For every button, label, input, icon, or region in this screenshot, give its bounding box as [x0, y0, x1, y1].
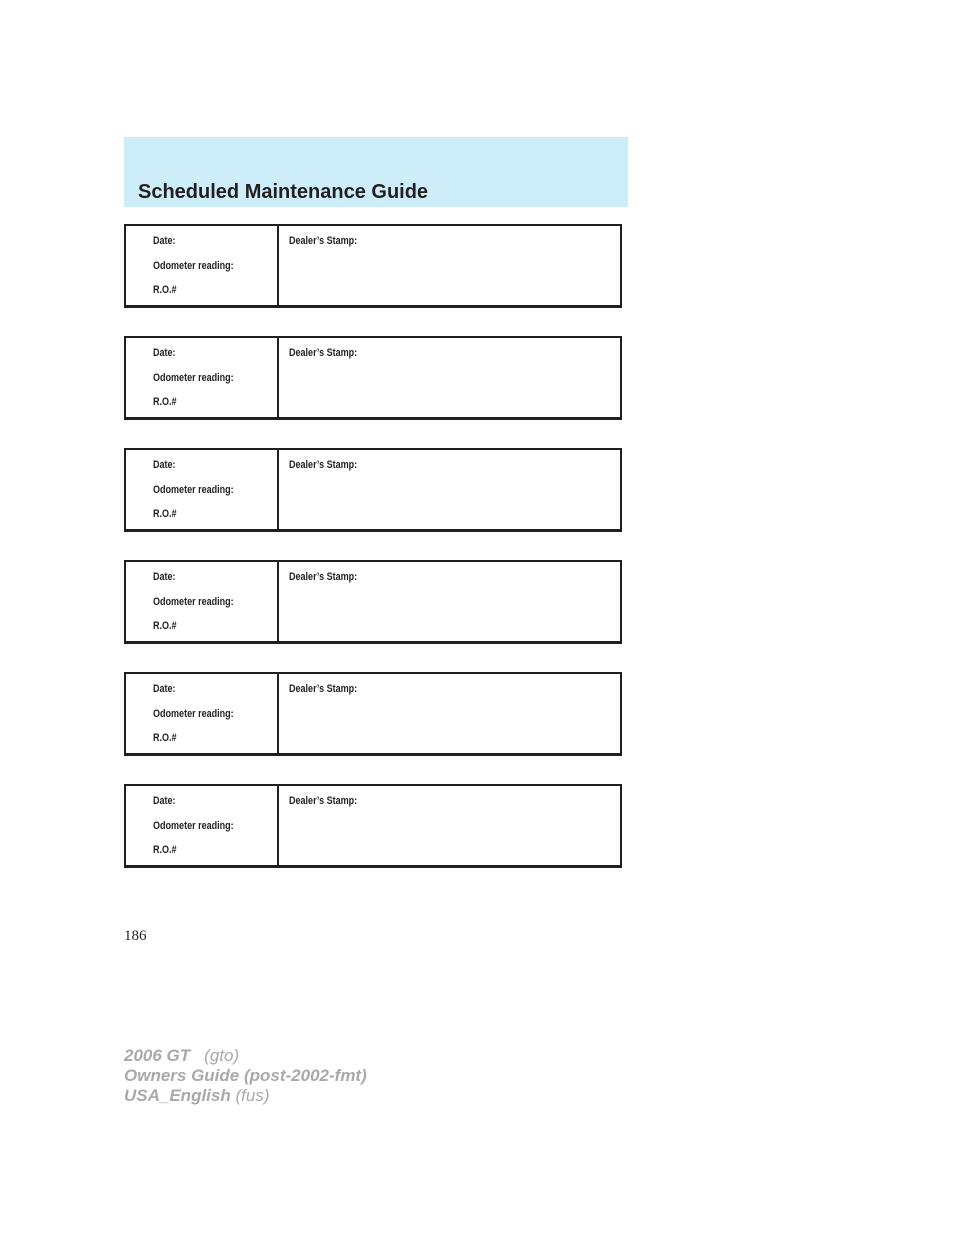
footer-market-line [124, 1086, 367, 1106]
record-info-column [126, 674, 279, 753]
odometer-label: Odometer reading: [153, 708, 234, 720]
record-info-column [126, 562, 279, 641]
footer-market: USA_English [124, 1086, 231, 1105]
record-info-column [126, 338, 279, 417]
footer-model: 2006 GT [124, 1046, 191, 1065]
maintenance-record [124, 672, 622, 756]
document-footer [124, 1046, 367, 1106]
footer-market-code: (fus) [235, 1086, 270, 1105]
record-info-column [126, 786, 279, 865]
ro-number-label: R.O.# [153, 284, 177, 296]
date-label: Date: [153, 683, 176, 695]
maintenance-record [124, 336, 622, 420]
date-label: Date: [153, 459, 176, 471]
dealer-stamp-label: Dealer’s Stamp: [289, 571, 358, 583]
odometer-label: Odometer reading: [153, 260, 234, 272]
ro-number-label: R.O.# [153, 508, 177, 520]
dealer-stamp-label: Dealer’s Stamp: [289, 347, 358, 359]
footer-model-line [124, 1046, 367, 1066]
header-band [124, 137, 628, 207]
ro-number-label: R.O.# [153, 732, 177, 744]
record-info-column [126, 450, 279, 529]
maintenance-record-list [124, 224, 622, 896]
odometer-label: Odometer reading: [153, 484, 234, 496]
odometer-label: Odometer reading: [153, 596, 234, 608]
odometer-label: Odometer reading: [153, 820, 234, 832]
footer-model-code: (gto) [204, 1046, 240, 1065]
ro-number-label: R.O.# [153, 620, 177, 632]
dealer-stamp-label: Dealer’s Stamp: [289, 795, 358, 807]
odometer-label: Odometer reading: [153, 372, 234, 384]
dealer-stamp-label: Dealer’s Stamp: [289, 459, 358, 471]
ro-number-label: R.O.# [153, 844, 177, 856]
maintenance-record [124, 560, 622, 644]
date-label: Date: [153, 795, 176, 807]
record-info-column [126, 226, 279, 305]
ro-number-label: R.O.# [153, 396, 177, 408]
dealer-stamp-label: Dealer’s Stamp: [289, 235, 358, 247]
maintenance-record [124, 448, 622, 532]
date-label: Date: [153, 235, 176, 247]
dealer-stamp-label: Dealer’s Stamp: [289, 683, 358, 695]
page-number: 186 [124, 928, 147, 944]
maintenance-record [124, 784, 622, 868]
date-label: Date: [153, 347, 176, 359]
footer-guide: Owners Guide (post-2002-fmt) [124, 1066, 367, 1085]
maintenance-record [124, 224, 622, 308]
page-title: Scheduled Maintenance Guide [138, 181, 429, 203]
date-label: Date: [153, 571, 176, 583]
